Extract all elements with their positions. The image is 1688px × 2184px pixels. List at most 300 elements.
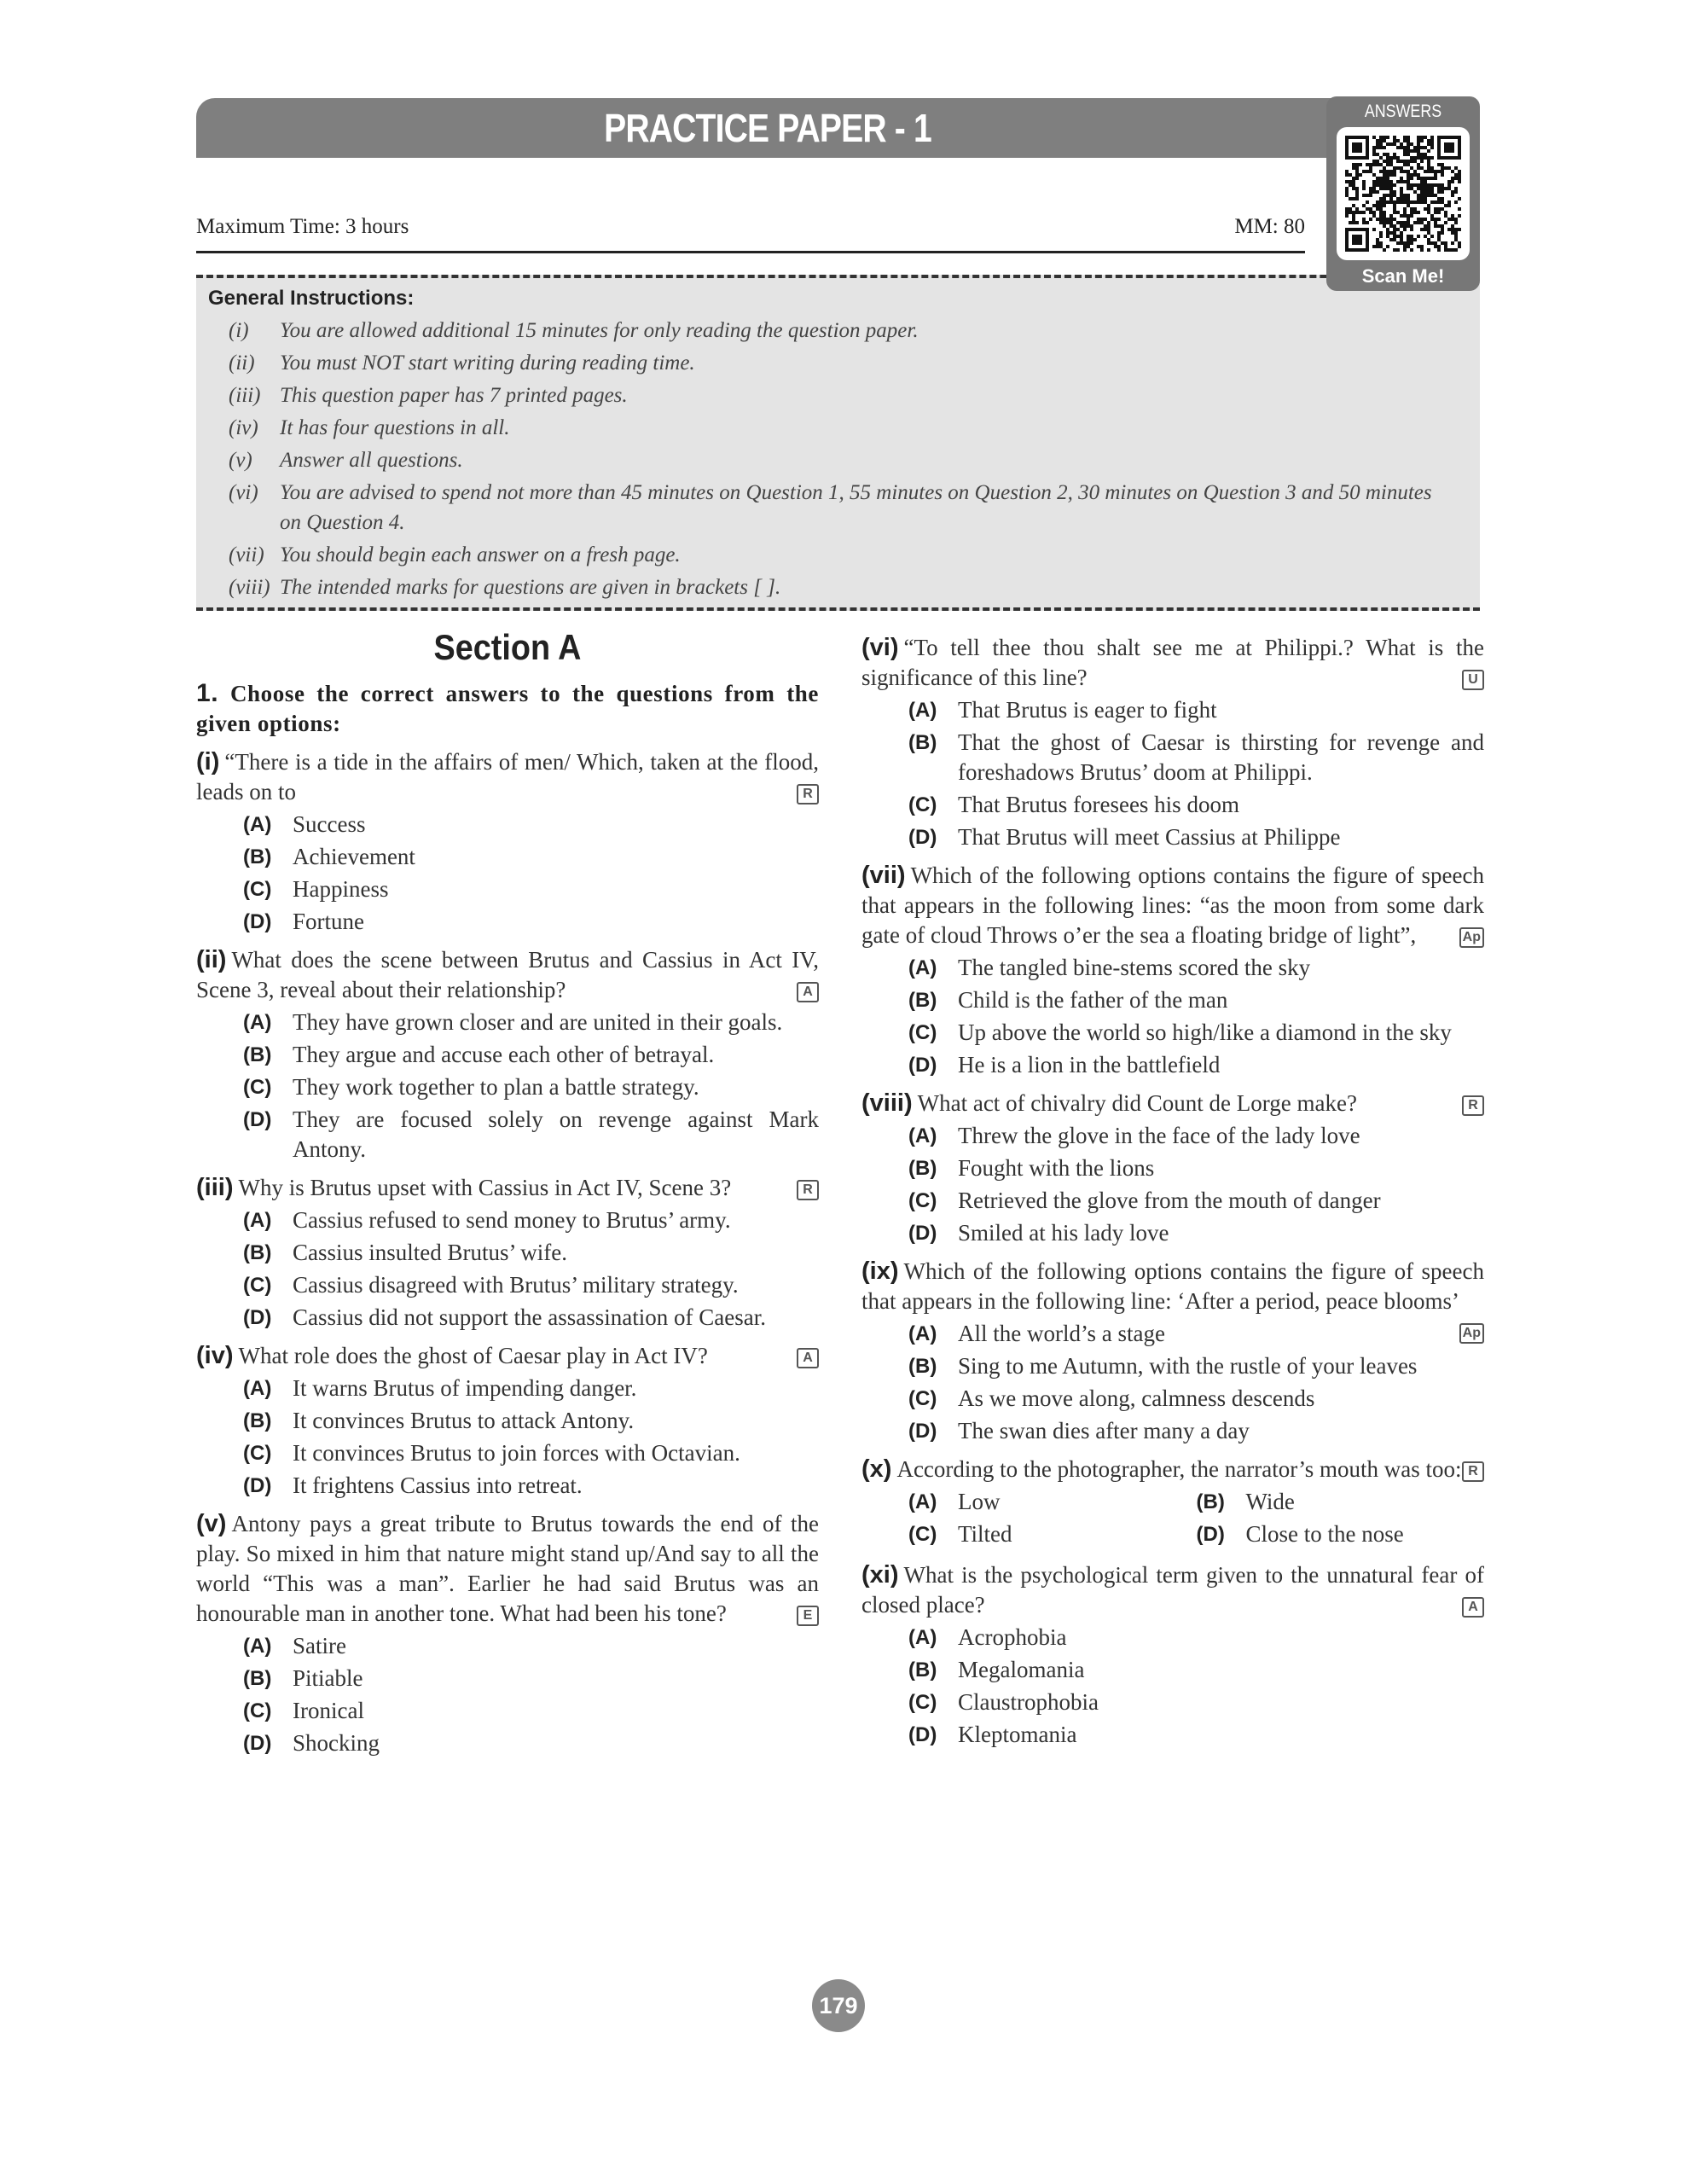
options-list xyxy=(908,1121,1484,1248)
option-text: He is a lion in the battlefield xyxy=(958,1052,1221,1077)
answer-option[interactable] xyxy=(243,1406,819,1436)
question-text xyxy=(861,1560,1484,1620)
cognitive-level-badge-icon: R xyxy=(1462,1461,1484,1482)
qr-module xyxy=(1372,173,1376,177)
options-list xyxy=(243,1205,819,1333)
qr-module xyxy=(1379,177,1383,180)
qr-module xyxy=(1458,173,1461,177)
option-text: The swan dies after many a day xyxy=(958,1418,1250,1443)
answer-option[interactable] xyxy=(243,1374,819,1403)
qr-module xyxy=(1427,156,1430,160)
qr-module xyxy=(1413,183,1417,187)
qr-module xyxy=(1372,245,1376,248)
qr-module xyxy=(1379,170,1383,173)
option-text: Cassius insulted Brutus’ wife. xyxy=(293,1240,567,1265)
answer-option[interactable] xyxy=(243,1728,819,1758)
qr-module xyxy=(1417,177,1420,180)
qr-answers-label: ANSWERS xyxy=(1364,102,1442,121)
answer-option[interactable] xyxy=(1197,1487,1485,1517)
answer-option[interactable] xyxy=(908,1351,1484,1381)
qr-module xyxy=(1376,163,1379,166)
qr-module xyxy=(1424,187,1427,190)
qr-module xyxy=(1441,170,1444,173)
qr-module xyxy=(1424,224,1427,228)
option-text: Cassius refused to send money to Brutus’ army. xyxy=(293,1207,731,1233)
qr-module xyxy=(1393,170,1396,173)
qr-module xyxy=(1403,245,1407,248)
question-item xyxy=(196,747,819,937)
qr-module xyxy=(1403,197,1407,200)
option-text: Cassius did not support the assassination of Caesar. xyxy=(293,1304,766,1330)
qr-module xyxy=(1407,224,1410,228)
answer-option[interactable] xyxy=(908,1018,1484,1048)
option-text: Wide xyxy=(1245,1489,1295,1514)
instruction-text: The intended marks for questions are given in brackets [ ]. xyxy=(280,576,781,599)
qr-module xyxy=(1386,170,1389,173)
qr-module xyxy=(1349,211,1352,214)
answer-option[interactable] xyxy=(908,953,1484,983)
qr-module xyxy=(1413,149,1417,153)
qr-module xyxy=(1451,248,1454,252)
qr-module xyxy=(1366,221,1369,224)
qr-module xyxy=(1407,173,1410,177)
qr-module xyxy=(1389,218,1393,221)
instruction-number: (iii) xyxy=(229,384,261,407)
answer-option[interactable] xyxy=(908,790,1484,820)
instruction-number: (ii) xyxy=(229,351,255,375)
option-label: (B) xyxy=(243,1043,272,1066)
qr-module xyxy=(1345,190,1349,194)
option-text: They are focused solely on revenge against Mark Antony. xyxy=(293,1107,819,1162)
qr-module xyxy=(1420,180,1424,183)
qr-module xyxy=(1379,146,1383,149)
answer-option[interactable] xyxy=(243,1072,819,1102)
qr-module xyxy=(1403,149,1407,153)
qr-module xyxy=(1420,190,1424,194)
qr-module xyxy=(1389,221,1393,224)
question-number: (ix) xyxy=(861,1258,899,1285)
option-text: It convinces Brutus to join forces with Octavian. xyxy=(293,1440,740,1466)
qr-module xyxy=(1407,197,1410,200)
question-number: (i) xyxy=(196,748,220,775)
answer-option[interactable] xyxy=(1197,1519,1485,1549)
qr-module xyxy=(1359,211,1362,214)
answer-option[interactable] xyxy=(908,1384,1484,1414)
qr-module xyxy=(1393,211,1396,214)
qr-module xyxy=(1413,221,1417,224)
option-label: (B) xyxy=(908,989,937,1012)
qr-module xyxy=(1362,170,1366,173)
qr-module xyxy=(1352,211,1355,214)
option-text: Success xyxy=(293,811,366,837)
qr-module xyxy=(1444,211,1447,214)
qr-code-icon[interactable] xyxy=(1337,127,1470,260)
options-list xyxy=(908,1487,1484,1552)
qr-module xyxy=(1407,214,1410,218)
qr-module xyxy=(1417,142,1420,146)
qr-module xyxy=(1417,136,1420,139)
answer-option[interactable] xyxy=(908,728,1484,787)
qr-module xyxy=(1430,183,1434,187)
qr-module xyxy=(1434,218,1437,221)
qr-module xyxy=(1447,200,1451,204)
qr-module xyxy=(1400,224,1403,228)
cognitive-level-badge-icon: Ap xyxy=(1459,927,1484,948)
instruction-item xyxy=(229,478,1457,537)
answer-option[interactable] xyxy=(908,1487,1197,1517)
qr-module xyxy=(1434,207,1437,211)
qr-module xyxy=(1369,170,1372,173)
answer-option[interactable] xyxy=(243,842,819,872)
qr-module xyxy=(1366,194,1369,197)
qr-module xyxy=(1366,207,1369,211)
qr-module xyxy=(1427,170,1430,173)
qr-module xyxy=(1437,163,1441,166)
qr-module xyxy=(1434,194,1437,197)
qr-module xyxy=(1379,218,1383,221)
options-list xyxy=(908,695,1484,852)
answer-option[interactable] xyxy=(243,1238,819,1268)
qr-module xyxy=(1424,200,1427,204)
qr-module xyxy=(1400,146,1403,149)
option-label: (A) xyxy=(243,1011,272,1034)
qr-module xyxy=(1369,218,1372,221)
answer-option[interactable] xyxy=(243,1270,819,1300)
option-label: (D) xyxy=(243,1474,272,1497)
qr-module xyxy=(1424,235,1427,238)
option-text: Tilted xyxy=(958,1521,1012,1547)
qr-module xyxy=(1451,224,1454,228)
qr-module xyxy=(1383,170,1386,173)
qr-module xyxy=(1372,153,1376,156)
instruction-number: (vi) xyxy=(229,481,258,504)
qr-module xyxy=(1427,228,1430,231)
option-text: Close to the nose xyxy=(1245,1521,1404,1547)
qr-module xyxy=(1393,139,1396,142)
answer-option[interactable] xyxy=(243,1205,819,1235)
qr-module xyxy=(1417,245,1420,248)
qr-module xyxy=(1376,142,1379,146)
qr-module xyxy=(1430,200,1434,204)
options-list xyxy=(908,1623,1484,1750)
instructions-list xyxy=(229,316,1457,605)
qr-module xyxy=(1369,166,1372,170)
qr-module xyxy=(1400,214,1403,218)
qr-module xyxy=(1403,160,1407,163)
qr-module xyxy=(1437,224,1441,228)
question-text xyxy=(861,1455,1484,1484)
qr-module xyxy=(1383,200,1386,204)
qr-module xyxy=(1400,221,1403,224)
qr-module xyxy=(1430,136,1434,139)
qr-module xyxy=(1427,224,1430,228)
cognitive-level-badge-icon: E xyxy=(797,1606,819,1626)
answer-option[interactable] xyxy=(243,1471,819,1501)
qr-module xyxy=(1389,173,1393,177)
qr-module xyxy=(1396,221,1400,224)
qr-module xyxy=(1403,194,1407,197)
option-label: (A) xyxy=(908,1490,937,1513)
qr-module xyxy=(1407,146,1410,149)
qr-module xyxy=(1427,187,1430,190)
left-column xyxy=(196,627,819,1761)
general-instructions xyxy=(196,275,1480,611)
qr-module xyxy=(1407,163,1410,166)
option-text: It warns Brutus of impending danger. xyxy=(293,1375,637,1401)
qr-module xyxy=(1451,170,1454,173)
answer-option[interactable] xyxy=(908,1050,1484,1080)
qr-module xyxy=(1379,183,1383,187)
qr-module xyxy=(1383,136,1386,139)
qr-module xyxy=(1417,183,1420,187)
question-text xyxy=(196,747,819,807)
question-item xyxy=(196,945,819,1165)
qr-module xyxy=(1451,190,1454,194)
qr-module xyxy=(1379,180,1383,183)
qr-module xyxy=(1424,170,1427,173)
qr-module xyxy=(1389,156,1393,160)
qr-module xyxy=(1386,160,1389,163)
qr-module xyxy=(1383,146,1386,149)
instruction-text: You should begin each answer on a fresh page. xyxy=(280,543,681,566)
qr-module xyxy=(1400,241,1403,245)
qr-module xyxy=(1410,214,1413,218)
qr-module xyxy=(1437,187,1441,190)
option-text: They argue and accuse each other of betrayal. xyxy=(293,1042,715,1067)
qr-module xyxy=(1393,142,1396,146)
qr-module xyxy=(1407,160,1410,163)
qr-module xyxy=(1396,228,1400,231)
answer-option[interactable] xyxy=(908,1319,1459,1349)
qr-module xyxy=(1444,214,1447,218)
option-text: Pitiable xyxy=(293,1665,363,1691)
question-number: (vii) xyxy=(861,862,906,889)
answer-option[interactable] xyxy=(243,907,819,937)
qr-module xyxy=(1437,231,1441,235)
qr-module xyxy=(1454,221,1458,224)
qr-module xyxy=(1372,214,1376,218)
qr-module xyxy=(1400,194,1403,197)
qr-module xyxy=(1372,204,1376,207)
answer-option[interactable] xyxy=(908,1720,1484,1750)
instruction-item xyxy=(229,572,1457,602)
qr-module xyxy=(1383,224,1386,228)
qr-module xyxy=(1407,142,1410,146)
qr-module xyxy=(1410,211,1413,214)
qr-module xyxy=(1427,160,1430,163)
option-label: (B) xyxy=(908,1157,937,1180)
qr-module xyxy=(1447,218,1451,221)
options-list xyxy=(908,1319,1484,1446)
answer-option[interactable] xyxy=(908,1121,1484,1151)
qr-module xyxy=(1352,197,1355,200)
qr-module xyxy=(1400,190,1403,194)
option-text: It convinces Brutus to attack Antony. xyxy=(293,1408,635,1433)
qr-module xyxy=(1444,187,1447,190)
right-column xyxy=(861,624,1484,1752)
qr-module xyxy=(1427,207,1430,211)
instruction-item xyxy=(229,348,1457,378)
answer-option[interactable] xyxy=(908,1153,1484,1183)
answer-option[interactable] xyxy=(908,822,1484,852)
answer-option[interactable] xyxy=(908,985,1484,1015)
answer-option[interactable] xyxy=(243,1631,819,1661)
qr-module xyxy=(1396,197,1400,200)
qr-module xyxy=(1386,173,1389,177)
qr-module xyxy=(1420,221,1424,224)
option-label: (C) xyxy=(243,1442,272,1465)
qr-module xyxy=(1407,245,1410,248)
answer-option[interactable] xyxy=(908,1186,1484,1216)
qr-module xyxy=(1386,194,1389,197)
qr-module xyxy=(1410,241,1413,245)
qr-module xyxy=(1437,248,1441,252)
qr-module xyxy=(1420,197,1424,200)
qr-module xyxy=(1396,160,1400,163)
qr-module xyxy=(1386,228,1389,231)
qr-module xyxy=(1407,200,1410,204)
answer-option[interactable] xyxy=(908,1416,1484,1446)
qr-module xyxy=(1437,197,1441,200)
answers-qr-panel[interactable] xyxy=(1326,96,1480,291)
instruction-text: This question paper has 7 printed pages. xyxy=(280,384,628,407)
qr-module xyxy=(1407,204,1410,207)
qr-module xyxy=(1355,163,1359,166)
qr-module xyxy=(1434,173,1437,177)
instruction-text: You are advised to spend not more than 45 minutes on Question 1, 55 minutes on Question 2, 30 minutes on Question 3 and 50 minutes on Question 4. xyxy=(280,481,1432,534)
qr-module xyxy=(1369,190,1372,194)
option-text: Retrieved the glove from the mouth of danger xyxy=(958,1188,1381,1213)
qr-module xyxy=(1383,177,1386,180)
qr-module xyxy=(1362,194,1366,197)
option-text: Smiled at his lady love xyxy=(958,1220,1169,1246)
qr-module xyxy=(1383,180,1386,183)
answer-option[interactable] xyxy=(243,1008,819,1037)
qr-module xyxy=(1417,173,1420,177)
qr-module xyxy=(1420,156,1424,160)
qr-module xyxy=(1417,211,1420,214)
qr-module xyxy=(1424,146,1427,149)
qr-module xyxy=(1362,218,1366,221)
qr-module xyxy=(1413,156,1417,160)
qr-module xyxy=(1410,238,1413,241)
qr-module xyxy=(1349,183,1352,187)
qr-module xyxy=(1393,231,1396,235)
answer-option[interactable] xyxy=(243,1696,819,1726)
qr-module xyxy=(1458,207,1461,211)
qr-module xyxy=(1379,200,1383,204)
qr-module xyxy=(1437,238,1441,241)
question-body: “To tell thee thou shalt see me at Philippi.? What is the significance of this line? xyxy=(861,635,1484,690)
question-body: What role does the ghost of Caesar play in Act IV? xyxy=(238,1343,708,1368)
qr-module xyxy=(1447,183,1451,187)
qr-module xyxy=(1362,221,1366,224)
qr-module xyxy=(1413,190,1417,194)
qr-module xyxy=(1444,166,1447,170)
answer-option[interactable] xyxy=(908,1623,1484,1653)
qr-module xyxy=(1410,177,1413,180)
option-label: (C) xyxy=(908,1387,937,1410)
instruction-item xyxy=(229,413,1457,443)
qr-module xyxy=(1386,177,1389,180)
answer-option[interactable] xyxy=(243,810,819,839)
qr-module xyxy=(1420,136,1424,139)
qr-module xyxy=(1458,228,1461,231)
qr-module xyxy=(1400,200,1403,204)
qr-module xyxy=(1396,211,1400,214)
qr-module xyxy=(1389,197,1393,200)
qr-module xyxy=(1417,187,1420,190)
qr-module xyxy=(1352,142,1362,153)
qr-module xyxy=(1372,163,1376,166)
answer-option[interactable] xyxy=(908,1519,1197,1549)
option-label: (C) xyxy=(908,1523,937,1546)
answer-option[interactable] xyxy=(908,1687,1484,1717)
qr-module xyxy=(1379,197,1383,200)
option-label: (B) xyxy=(243,1409,272,1432)
qr-module xyxy=(1441,224,1444,228)
qr-module xyxy=(1345,194,1349,197)
qr-module xyxy=(1410,160,1413,163)
qr-module xyxy=(1417,218,1420,221)
answer-option[interactable] xyxy=(908,1655,1484,1685)
answer-option[interactable] xyxy=(243,1664,819,1693)
option-text: It frightens Cassius into retreat. xyxy=(293,1472,583,1498)
qr-scan-label: Scan Me! xyxy=(1361,265,1445,287)
option-label: (D) xyxy=(908,1723,937,1746)
qr-module xyxy=(1383,204,1386,207)
qr-module xyxy=(1386,200,1389,204)
options-list xyxy=(243,1008,819,1165)
answer-option[interactable] xyxy=(908,695,1484,725)
option-label: (C) xyxy=(243,1076,272,1099)
qr-module xyxy=(1417,146,1420,149)
qr-module xyxy=(1444,221,1447,224)
answer-option[interactable] xyxy=(243,1303,819,1333)
qr-module xyxy=(1410,166,1413,170)
option-text: They work together to plan a battle strategy. xyxy=(293,1074,699,1100)
qr-module xyxy=(1420,183,1424,187)
qr-module xyxy=(1441,190,1444,194)
option-text: Happiness xyxy=(293,876,389,902)
qr-module xyxy=(1437,235,1441,238)
qr-module xyxy=(1410,149,1413,153)
answer-option[interactable] xyxy=(243,1438,819,1468)
qr-module xyxy=(1427,177,1430,180)
instruction-text: It has four questions in all. xyxy=(280,416,510,439)
qr-module xyxy=(1427,190,1430,194)
qr-module xyxy=(1434,211,1437,214)
qr-module xyxy=(1441,207,1444,211)
qr-module xyxy=(1403,248,1407,252)
qr-module xyxy=(1400,177,1403,180)
qr-module xyxy=(1420,153,1424,156)
answer-option[interactable] xyxy=(908,1218,1484,1248)
question-number: (ii) xyxy=(196,946,227,973)
option-text: That the ghost of Caesar is thirsting for revenge and foreshadows Brutus’ doom at Philippi. xyxy=(958,729,1484,785)
qr-module xyxy=(1447,166,1451,170)
qr-module xyxy=(1359,173,1362,177)
answer-option[interactable] xyxy=(243,874,819,904)
qr-module xyxy=(1376,204,1379,207)
qr-module xyxy=(1383,214,1386,218)
question-item xyxy=(861,1089,1484,1248)
answer-option[interactable] xyxy=(243,1040,819,1070)
answer-option[interactable] xyxy=(243,1105,819,1165)
qr-module xyxy=(1403,180,1407,183)
option-label: (D) xyxy=(908,1222,937,1245)
qr-module xyxy=(1420,218,1424,221)
